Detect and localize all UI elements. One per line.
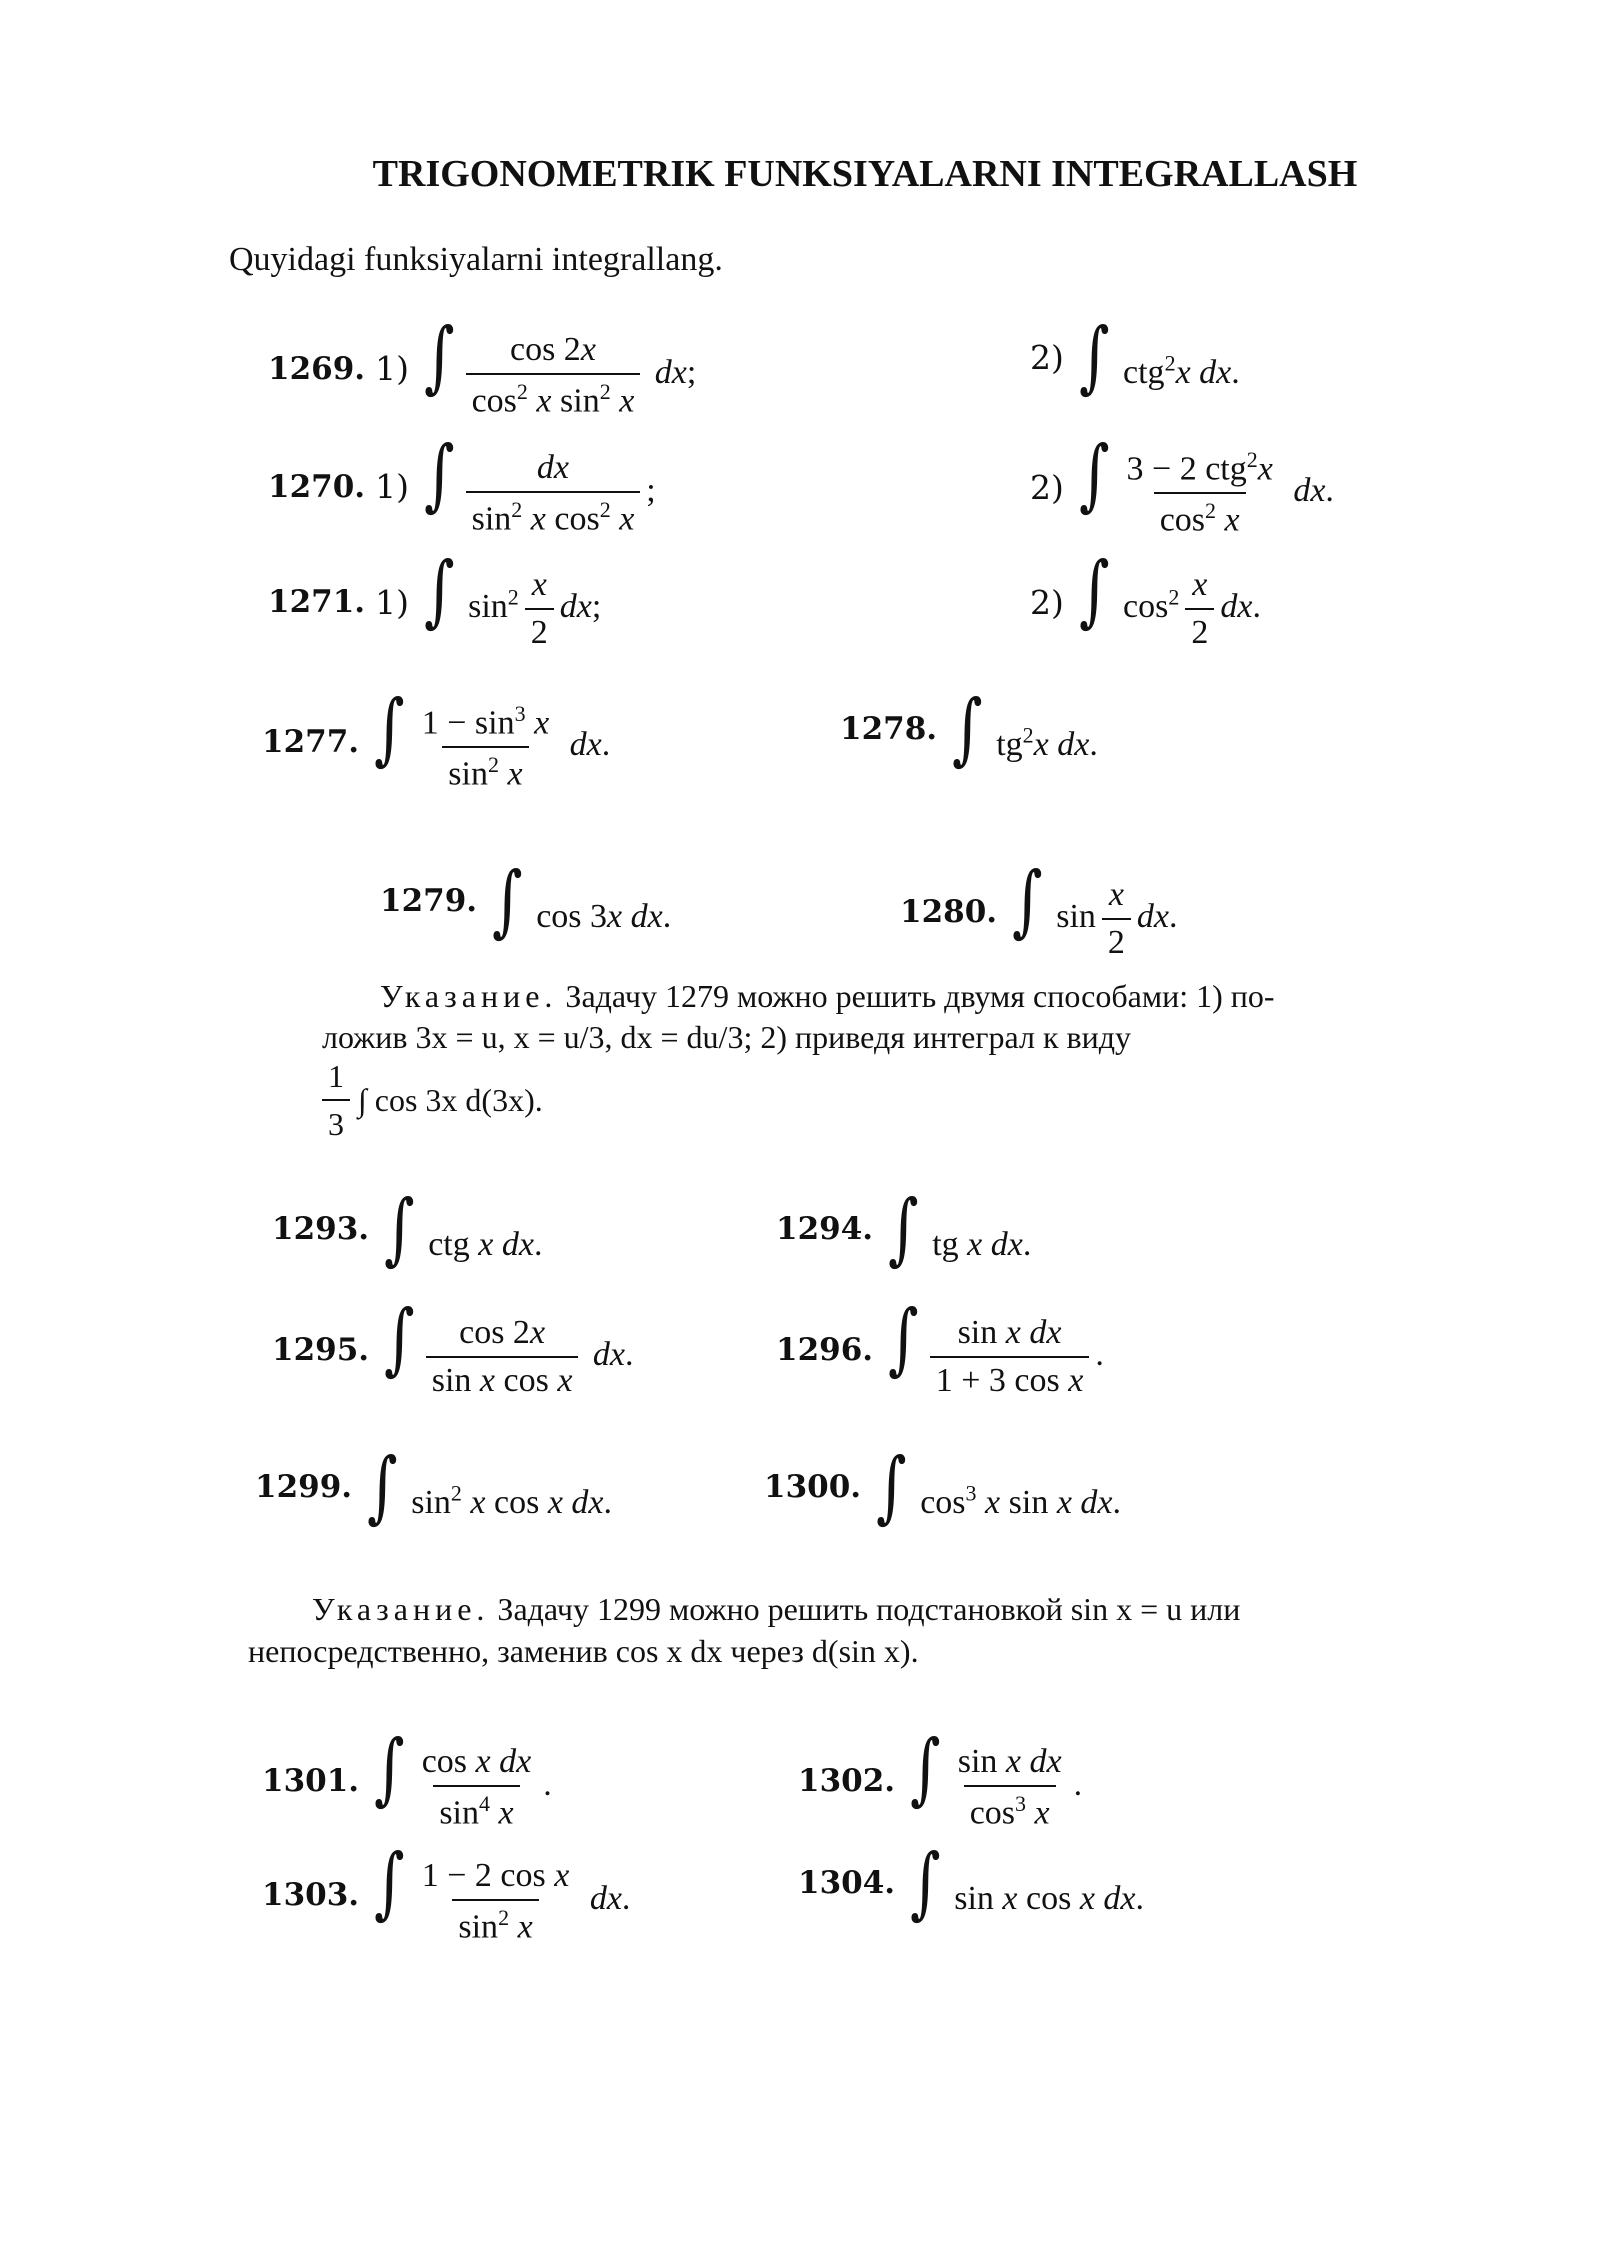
hint-1279-line3: $\frac{1}{3}$ ∫ cos 3x d(3x). <box>322 1055 543 1145</box>
problem-1277 <box>262 684 611 794</box>
integral-expression: ∫ sin x cos x dx. <box>910 1838 1145 1928</box>
problem-1296 <box>776 1294 1104 1400</box>
page-title: TRIGONOMETRIK FUNKSIYALARNI INTEGRALLASH <box>372 153 1358 195</box>
problem-number: 1304. <box>798 1865 896 1901</box>
problem-number: 1270. <box>268 468 366 505</box>
integral-expression: ∫ $\frac{dx}{\sin^2 x \cos^2 x}$ ; <box>424 430 656 537</box>
problem-number: 1303. <box>262 1876 360 1913</box>
hint-text: Задачу 1279 можно решить двумя способами: 1) по- <box>565 978 1275 1014</box>
integral-expression: ∫ $\frac{\text{sin x dx}}{\cos^3 x}$ . <box>910 1724 1083 1831</box>
problem-1271-part2 <box>1030 546 1261 652</box>
problem-number: 1269. <box>268 350 366 387</box>
integral-expression: ∫ tg x dx. <box>888 1184 1032 1274</box>
sub-label: 1) <box>375 467 409 507</box>
problem-number: 1278. <box>840 711 938 747</box>
instruction-text: Quyidagi funksiyalarni integrallang. <box>229 241 723 278</box>
problem-1304 <box>798 1838 1145 1928</box>
problem-1270 <box>268 430 656 538</box>
problem-1269-part2 <box>1030 312 1240 402</box>
hint-1299 <box>312 1588 1482 1630</box>
problem-1280 <box>900 856 1178 962</box>
sub-label: 2) <box>1030 468 1064 508</box>
problem-number: 1300. <box>764 1469 862 1505</box>
integral-expression: ∫ $\cos^2$ $\frac{x}{2}$ dx. <box>1078 546 1261 652</box>
problem-1299 <box>255 1442 613 1532</box>
integral-expression: ∫ $\cos^3 x$ sin x dx. <box>876 1442 1122 1532</box>
integral-expression: ∫ sin $\frac{x}{2}$ dx. <box>1012 856 1178 962</box>
sub-label: 2) <box>1030 337 1064 377</box>
integral-expression: ∫ $\sin^2 x$ cos x dx. <box>367 1442 613 1532</box>
integral-expression: ∫ $tg^2x$ dx. <box>952 684 1098 774</box>
integral-expression: ∫ $\frac{\text{1 − 2 cos x}}{\sin^2 x}$ dx. <box>374 1838 631 1945</box>
problem-number: 1295. <box>272 1332 370 1369</box>
problem-1295 <box>272 1294 634 1400</box>
integral-expression: ∫ cos 3x dx. <box>492 856 672 946</box>
integral-expression: ∫ $\frac{\text{cos x dx}}{\sin^4 x}$ . <box>374 1724 552 1831</box>
integral-expression: ∫ $\frac{\text{sin x dx}}{\text{1 + 3 cos x}}$ . <box>888 1294 1104 1400</box>
integral-expression: ∫ $\sin^2$ $\frac{x}{2}$ dx; <box>424 546 602 652</box>
problem-number: 1279. <box>380 883 478 919</box>
integral-expression: ∫ ctg x dx. <box>384 1184 543 1274</box>
hint-formula: ∫ cos 3x d(3x). <box>358 1082 543 1118</box>
problem-1278 <box>840 684 1098 774</box>
hint-label: Указание. <box>380 978 558 1014</box>
integral-expression: ∫ $\frac{\cos 2x}{\cos^2 x \sin^2 x}$ dx; <box>424 312 697 419</box>
problem-1301 <box>262 1724 552 1832</box>
problem-1279 <box>380 856 672 946</box>
hint-text: Задачу 1299 можно решить подстановкой sin x = u или <box>497 1591 1241 1627</box>
hint-1279-line2: ложив 3x = u, x = u/3, dx = du/3; 2) приведя интеграл к виду <box>322 1019 1132 1055</box>
hint-1279 <box>380 975 1490 1017</box>
problem-1300 <box>764 1442 1122 1532</box>
problem-number: 1294. <box>776 1211 874 1247</box>
integral-expression: ∫ $\frac{3 - 2 ctg^2x}{\cos^2 x}$ dx. <box>1078 430 1334 539</box>
problem-1269 <box>268 312 697 420</box>
problem-number: 1299. <box>255 1469 353 1505</box>
problem-1270-part2 <box>1030 430 1334 540</box>
hint-label: Указание. <box>312 1591 490 1627</box>
problem-number: 1271. <box>268 584 366 621</box>
sub-label: 1) <box>375 349 409 389</box>
problem-number: 1301. <box>262 1762 360 1799</box>
problem-number: 1293. <box>272 1211 370 1247</box>
integral-expression: ∫ $\frac{1 - \sin^3 x}{\sin^2 x}$ dx. <box>374 684 611 793</box>
problem-number: 1296. <box>776 1332 874 1369</box>
sub-label: 1) <box>375 582 409 622</box>
problem-1294 <box>776 1184 1032 1274</box>
integral-expression: ∫ $\frac{\cos 2x}{\text{sin x cos x}}$ dx. <box>384 1294 634 1400</box>
problem-1302 <box>798 1724 1083 1832</box>
problem-1271 <box>268 546 602 652</box>
problem-number: 1280. <box>900 894 998 931</box>
hint-1299-line2: непосредственно, заменив cos x dx через d(sin x). <box>248 1633 919 1669</box>
problem-1303 <box>262 1838 631 1946</box>
integral-expression: ∫ ctg$^2$x dx. <box>1078 312 1240 402</box>
problem-1293 <box>272 1184 543 1274</box>
sub-label: 2) <box>1030 582 1064 622</box>
problem-number: 1277. <box>262 723 360 760</box>
problem-number: 1302. <box>798 1762 896 1799</box>
